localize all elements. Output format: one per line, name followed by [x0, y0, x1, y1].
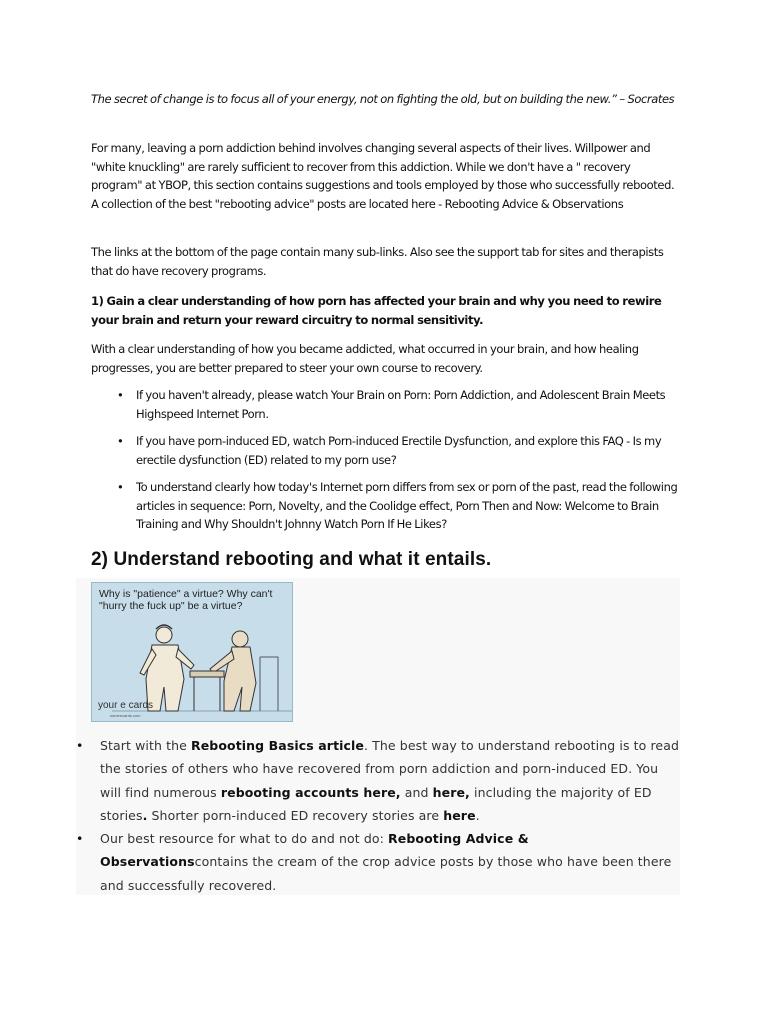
- bullet-glyph: •: [76, 738, 84, 753]
- ecard-image: [91, 582, 293, 722]
- list-item: [91, 386, 681, 423]
- list-item: [76, 734, 680, 827]
- list-item: [76, 827, 680, 897]
- bullet-glyph: •: [117, 434, 124, 448]
- text-run: Shorter porn-induced ED recovery stories are: [147, 807, 444, 823]
- rebooting-basics-link[interactable]: Rebooting Basics article: [191, 738, 365, 753]
- bold-period: .: [142, 807, 148, 823]
- step1-body: With a clear understanding of how you became addicted, what occurred in your brain, and how healing progresses, you are better prepared to steer your own course to recovery.: [91, 342, 639, 375]
- bullet-glyph: •: [76, 831, 84, 847]
- ecard-caption: Why is "patience" a virtue? Why can't "hurry the fuck up" be a virtue?: [99, 588, 273, 612]
- here-link[interactable]: here,: [432, 784, 470, 800]
- list-item-text: If you haven't already, please watch Your Brain on Porn: Porn Addiction, and Adolescent Brain Meets Highspeed Internet Porn.: [136, 388, 666, 421]
- step2-bullet-list: [76, 734, 680, 897]
- list-item-text: To understand clearly how today's Internet porn differs from sex or porn of the past, read the following articles in sequence: Porn, Novelty, and the Coolidge effect, Porn Then and Now: Welcome to Brain Training and Why Shouldn't Johnny Watch Porn If He Likes?: [136, 480, 678, 531]
- rebooting-advice-link[interactable]: Rebooting Advice & Observations: [100, 831, 529, 870]
- ecard-brand: your e cards: [98, 700, 154, 711]
- text-run: contains the cream of the crop advice posts by those who have been there and successfully recovered.: [100, 854, 672, 893]
- step1-bullet-list: [91, 386, 681, 543]
- text-run: .: [475, 807, 480, 823]
- bullet-glyph: •: [117, 388, 124, 402]
- list-item-text: If you have porn-induced ED, watch Porn-induced Erectile Dysfunction, and explore this FAQ - Is my erectile dysfunction (ED) related to my porn use?: [136, 434, 662, 467]
- intro-paragraph: For many, leaving a porn addiction behind involves changing several aspects of their lives. Willpower and "white knuckling" are rarely sufficient to recover from this addiction. While we don't have a " recovery program" at YBOP, this section contains suggestions and tools employed by those who successfully rebooted. A collection of the best "rebooting advice" posts are located here - Rebooting Advice & Observations: [91, 141, 675, 211]
- text-run: Start with the: [100, 738, 191, 753]
- ecard-brand-url: someecards.com: [110, 713, 141, 718]
- text-run: Our best resource for what to do and not do:: [100, 831, 389, 847]
- rebooting-accounts-link[interactable]: rebooting accounts here,: [220, 784, 401, 800]
- list-item: [91, 432, 681, 469]
- text-run: . The best way to understand rebooting is to read the stories of others who have recovered from porn addiction and porn-induced ED. You will find numerous: [100, 738, 680, 800]
- bullet-glyph: •: [117, 480, 124, 494]
- step2-heading: 2) Understand rebooting and what it entails.: [91, 549, 492, 570]
- text-run: including the majority of ED stories: [100, 784, 652, 823]
- text-run: and: [400, 784, 433, 800]
- step1-heading: 1) Gain a clear understanding of how porn has affected your brain and why you need to rewire your brain and return your reward circuitry to normal sensitivity.: [91, 294, 662, 327]
- ed-stories-here-link[interactable]: here: [443, 807, 476, 823]
- list-item: [91, 478, 681, 534]
- socrates-quote: The secret of change is to focus all of your energy, not on fighting the old, but on building the new.” – Socrates: [91, 92, 675, 106]
- links-note-paragraph: The links at the bottom of the page contain many sub-links. Also see the support tab for sites and therapists that do have recovery programs.: [91, 245, 664, 278]
